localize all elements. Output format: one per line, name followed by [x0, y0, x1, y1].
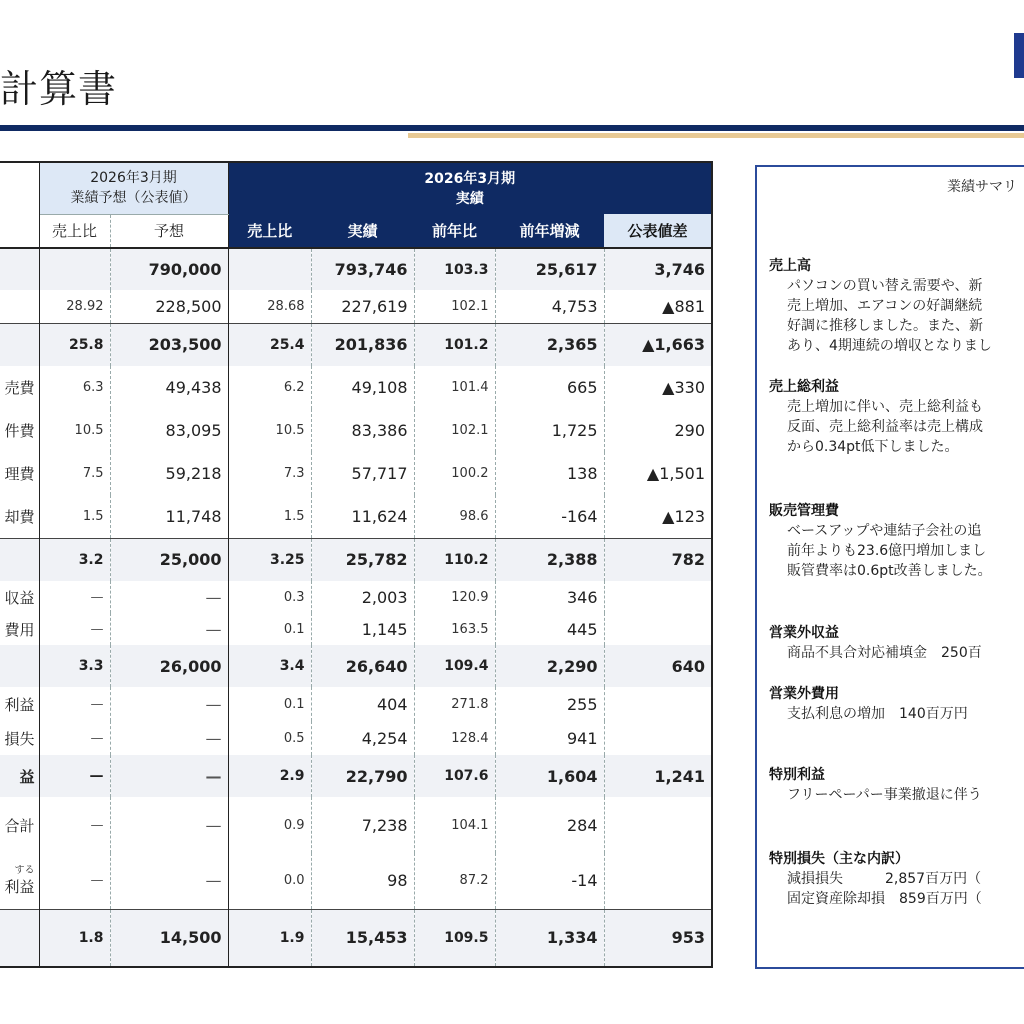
cell-yoy-diff: -14 [495, 853, 604, 909]
table-row [0, 797, 712, 853]
col-actual-ratio: 売上比 [228, 214, 311, 248]
forecast-group-period: 2026年3月期 [90, 170, 177, 187]
cell-actual-value: 83,386 [311, 409, 414, 452]
cell-yoy-diff: 665 [495, 366, 604, 409]
cell-yoy-diff: 346 [495, 581, 604, 613]
table-row [0, 581, 712, 613]
actual-group-label: 実績 [455, 190, 484, 207]
cell-actual-value: 11,624 [311, 495, 414, 538]
cell-yoy: 103.3 [414, 248, 495, 290]
cell-forecast-value: 83,095 [110, 409, 228, 452]
cell-vs-forecast: ▲330 [604, 366, 712, 409]
cell-forecast-value: 49,438 [110, 366, 228, 409]
cell-actual-ratio: 10.5 [228, 409, 311, 452]
cell-actual-ratio: 6.2 [228, 366, 311, 409]
cell-actual-ratio: 0.0 [228, 853, 311, 909]
cell-yoy-diff: 2,290 [495, 645, 604, 687]
cell-forecast-ratio: 1.5 [39, 495, 110, 538]
table-row [0, 323, 712, 366]
cell-yoy-diff: 255 [495, 687, 604, 721]
summary-section-sales [769, 256, 1024, 356]
table-row [0, 687, 712, 721]
summary-section-gross-profit [769, 377, 1024, 457]
cell-forecast-value: — [110, 613, 228, 645]
cell-yoy: 109.5 [414, 909, 495, 967]
actual-group-header [228, 162, 712, 214]
cell-yoy-diff: -164 [495, 495, 604, 538]
cell-vs-forecast: 640 [604, 645, 712, 687]
col-yoy-diff: 前年増減 [495, 214, 604, 248]
cell-yoy: 102.1 [414, 409, 495, 452]
cell-actual-value: 1,145 [311, 613, 414, 645]
cell-yoy-diff: 2,388 [495, 538, 604, 581]
cell-forecast-ratio: 6.3 [39, 366, 110, 409]
cell-actual-ratio: 0.9 [228, 797, 311, 853]
cell-forecast-ratio: 3.2 [39, 538, 110, 581]
cell-actual-ratio: 3.4 [228, 645, 311, 687]
forecast-group-header [39, 162, 228, 214]
cell-actual-ratio [228, 248, 311, 290]
cell-yoy-diff: 284 [495, 797, 604, 853]
row-label-main: 利益 [4, 877, 35, 896]
row-label: 却費 [0, 495, 39, 538]
table-row [0, 366, 712, 409]
cell-actual-ratio: 0.1 [228, 613, 311, 645]
cell-forecast-ratio: 3.3 [39, 645, 110, 687]
row-label: 損失 [0, 721, 39, 755]
row-label: 益 [0, 755, 39, 797]
cell-actual-value: 15,453 [311, 909, 414, 967]
cell-yoy: 110.2 [414, 538, 495, 581]
row-label [0, 645, 39, 687]
table-row [0, 645, 712, 687]
cell-yoy: 120.9 [414, 581, 495, 613]
cell-forecast-value: — [110, 721, 228, 755]
actual-group-period: 2026年3月期 [424, 170, 516, 187]
income-statement-table [0, 161, 713, 968]
cell-vs-forecast: ▲1,501 [604, 452, 712, 495]
summary-section-sga [769, 501, 1024, 581]
table-row [0, 538, 712, 581]
cell-yoy-diff: 941 [495, 721, 604, 755]
summary-line: 売上増加に伴い、売上総利益も [787, 399, 983, 415]
cell-actual-ratio: 0.3 [228, 581, 311, 613]
cell-yoy-diff: 4,753 [495, 290, 604, 323]
brand-corner-mark [1014, 33, 1024, 78]
row-label [0, 538, 39, 581]
cell-vs-forecast: ▲1,663 [604, 323, 712, 366]
cell-forecast-value: 25,000 [110, 538, 228, 581]
summary-heading: 営業外費用 [769, 686, 839, 702]
row-label [0, 323, 39, 366]
cell-forecast-ratio: 7.5 [39, 452, 110, 495]
summary-line: 好調に推移しました。また、新 [787, 318, 983, 334]
cell-vs-forecast: 1,241 [604, 755, 712, 797]
header-blank [0, 162, 39, 214]
summary-heading: 特別損失（主な内訳） [769, 851, 909, 867]
cell-actual-value: 7,238 [311, 797, 414, 853]
summary-heading: 販売管理費 [769, 503, 839, 519]
row-label [0, 853, 39, 909]
cell-yoy-diff: 1,334 [495, 909, 604, 967]
cell-forecast-ratio: 10.5 [39, 409, 110, 452]
cell-forecast-value: — [110, 581, 228, 613]
summary-line: フリーペーパー事業撤退に伴う [787, 787, 982, 803]
cell-yoy-diff: 2,365 [495, 323, 604, 366]
cell-actual-ratio: 0.5 [228, 721, 311, 755]
cell-actual-value: 49,108 [311, 366, 414, 409]
row-label-prefix: する [14, 864, 35, 876]
cell-forecast-value: 11,748 [110, 495, 228, 538]
cell-yoy: 104.1 [414, 797, 495, 853]
cell-forecast-ratio: — [39, 687, 110, 721]
cell-actual-ratio: 25.4 [228, 323, 311, 366]
cell-yoy-diff: 1,725 [495, 409, 604, 452]
header-rule-gold [408, 133, 1024, 138]
summary-line: 前年よりも23.6億円増加しまし [787, 543, 987, 559]
summary-line: 販管費率は0.6pt改善しました。 [787, 563, 992, 579]
cell-forecast-ratio: 28.92 [39, 290, 110, 323]
summary-heading: 営業外収益 [769, 625, 839, 641]
cell-forecast-ratio: — [39, 721, 110, 755]
cell-vs-forecast: 290 [604, 409, 712, 452]
cell-forecast-ratio [39, 248, 110, 290]
cell-yoy-diff: 1,604 [495, 755, 604, 797]
summary-heading: 売上高 [769, 258, 811, 274]
summary-panel [755, 165, 1024, 969]
cell-forecast-value: — [110, 797, 228, 853]
cell-actual-value: 57,717 [311, 452, 414, 495]
summary-line: 固定資産除却損 859百万円（ [787, 891, 982, 907]
table-row [0, 613, 712, 645]
cell-actual-value: 26,640 [311, 645, 414, 687]
cell-forecast-ratio: — [39, 853, 110, 909]
cell-yoy-diff: 25,617 [495, 248, 604, 290]
summary-heading: 特別利益 [769, 767, 825, 783]
table-row [0, 452, 712, 495]
cell-vs-forecast [604, 853, 712, 909]
col-yoy: 前年比 [414, 214, 495, 248]
row-label: 収益 [0, 581, 39, 613]
table-row [0, 909, 712, 967]
row-label: 理費 [0, 452, 39, 495]
col-forecast-ratio: 売上比 [39, 214, 110, 248]
cell-actual-ratio: 1.9 [228, 909, 311, 967]
cell-forecast-ratio: — [39, 797, 110, 853]
cell-forecast-ratio: 25.8 [39, 323, 110, 366]
cell-yoy: 271.8 [414, 687, 495, 721]
row-label: 費用 [0, 613, 39, 645]
cell-vs-forecast: ▲123 [604, 495, 712, 538]
cell-yoy: 87.2 [414, 853, 495, 909]
summary-line: 減損損失 2,857百万円（ [787, 871, 982, 887]
cell-vs-forecast: ▲881 [604, 290, 712, 323]
cell-actual-ratio: 0.1 [228, 687, 311, 721]
summary-heading: 売上総利益 [769, 379, 839, 395]
summary-line: 反面、売上総利益率は売上構成 [787, 419, 983, 435]
forecast-group-label: 業績予想（公表値） [70, 190, 197, 207]
cell-forecast-ratio: — [39, 755, 110, 797]
table-row [0, 755, 712, 797]
row-label: 売費 [0, 366, 39, 409]
row-label: 合計 [0, 797, 39, 853]
summary-section-non-op-income [769, 623, 1024, 663]
col-vs-forecast: 公表値差 [604, 214, 712, 248]
cell-forecast-ratio: — [39, 613, 110, 645]
cell-yoy: 101.4 [414, 366, 495, 409]
cell-forecast-value: 203,500 [110, 323, 228, 366]
cell-yoy: 109.4 [414, 645, 495, 687]
cell-yoy: 163.5 [414, 613, 495, 645]
cell-actual-ratio: 7.3 [228, 452, 311, 495]
cell-yoy: 98.6 [414, 495, 495, 538]
cell-vs-forecast [604, 797, 712, 853]
summary-section-non-op-expense [769, 684, 1024, 724]
cell-forecast-ratio: — [39, 581, 110, 613]
table-row [0, 409, 712, 452]
cell-actual-ratio: 2.9 [228, 755, 311, 797]
cell-yoy: 107.6 [414, 755, 495, 797]
cell-actual-value: 793,746 [311, 248, 414, 290]
row-label [0, 909, 39, 967]
cell-vs-forecast: 3,746 [604, 248, 712, 290]
cell-actual-ratio: 28.68 [228, 290, 311, 323]
row-label [0, 290, 39, 323]
table-row [0, 721, 712, 755]
cell-forecast-value: — [110, 687, 228, 721]
cell-forecast-value: 26,000 [110, 645, 228, 687]
row-label [0, 248, 39, 290]
cell-actual-value: 22,790 [311, 755, 414, 797]
cell-actual-ratio: 3.25 [228, 538, 311, 581]
cell-forecast-ratio: 1.8 [39, 909, 110, 967]
cell-forecast-value: 59,218 [110, 452, 228, 495]
summary-line: ベースアップや連結子会社の追 [787, 523, 982, 539]
cell-vs-forecast: 782 [604, 538, 712, 581]
cell-actual-value: 201,836 [311, 323, 414, 366]
summary-line: 支払利息の増加 140百万円 [787, 706, 968, 722]
cell-yoy: 101.2 [414, 323, 495, 366]
cell-actual-value: 227,619 [311, 290, 414, 323]
summary-line: パソコンの買い替え需要や、新 [787, 278, 983, 294]
cell-vs-forecast [604, 581, 712, 613]
col-actual-value: 実績 [311, 214, 414, 248]
subheader-blank [0, 214, 39, 248]
cell-yoy: 102.1 [414, 290, 495, 323]
summary-line: あり、4期連続の増収となりまし [787, 338, 992, 354]
cell-actual-value: 2,003 [311, 581, 414, 613]
cell-actual-value: 404 [311, 687, 414, 721]
cell-actual-value: 25,782 [311, 538, 414, 581]
summary-line: 商品不具合対応補填金 250百 [787, 645, 982, 661]
cell-actual-value: 4,254 [311, 721, 414, 755]
cell-forecast-value: 790,000 [110, 248, 228, 290]
col-forecast-value: 予想 [110, 214, 228, 248]
cell-forecast-value: 228,500 [110, 290, 228, 323]
cell-vs-forecast [604, 721, 712, 755]
summary-section-extraordinary-income [769, 765, 1024, 805]
summary-line: 売上増加、エアコンの好調継続 [787, 298, 983, 314]
table-row [0, 495, 712, 538]
cell-actual-ratio: 1.5 [228, 495, 311, 538]
summary-section-extraordinary-loss [769, 849, 1024, 909]
cell-yoy: 100.2 [414, 452, 495, 495]
table-row [0, 290, 712, 323]
cell-actual-value: 98 [311, 853, 414, 909]
cell-vs-forecast [604, 687, 712, 721]
row-label: 利益 [0, 687, 39, 721]
cell-vs-forecast [604, 613, 712, 645]
row-label: 件費 [0, 409, 39, 452]
cell-forecast-value: 14,500 [110, 909, 228, 967]
table-row [0, 248, 712, 290]
summary-line: から0.34pt低下しました。 [787, 439, 959, 455]
table-row [0, 853, 712, 909]
page-title: 計算書 [0, 67, 118, 111]
cell-yoy-diff: 138 [495, 452, 604, 495]
cell-vs-forecast: 953 [604, 909, 712, 967]
cell-forecast-value: — [110, 853, 228, 909]
cell-forecast-value: — [110, 755, 228, 797]
cell-yoy-diff: 445 [495, 613, 604, 645]
summary-title: 業績サマリ [947, 179, 1017, 195]
cell-yoy: 128.4 [414, 721, 495, 755]
header-rule-navy [0, 125, 1024, 131]
